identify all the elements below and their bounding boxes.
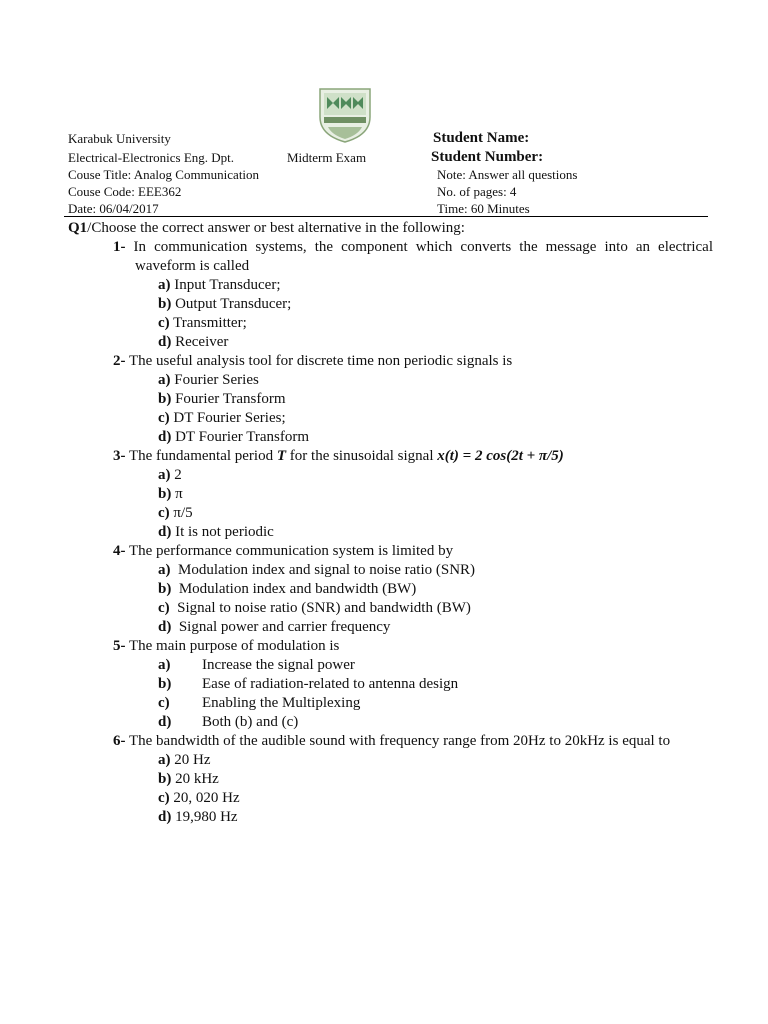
question-1: 1- In communication systems, the component which converts the message into an electrical waveform is called <box>113 239 714 274</box>
option: c) Signal to noise ratio (SNR) and bandwidth (BW) <box>158 600 471 616</box>
student-name-label: Student Name: <box>433 130 530 146</box>
option: b) Modulation index and bandwidth (BW) <box>158 581 417 597</box>
option: c) Enabling the Multiplexing <box>158 695 361 711</box>
exam-type: Midterm Exam <box>287 150 367 165</box>
question-1-options <box>68 276 713 352</box>
option: a) Increase the signal power <box>158 657 355 673</box>
option: b) Output Transducer; <box>158 296 292 312</box>
option: d) It is not periodic <box>158 524 274 540</box>
option: b) π <box>158 486 183 502</box>
signal-formula: x(t) = 2 cos(2t + π/5) <box>437 448 564 464</box>
question-4: 4- The performance communication system is limited by <box>113 543 454 559</box>
option: d) Both (b) and (c) <box>158 714 299 730</box>
option: d) Receiver <box>158 334 229 350</box>
page-count: No. of pages: 4 <box>437 184 517 199</box>
option: b) Fourier Transform <box>158 391 286 407</box>
option: a) Input Transducer; <box>158 277 281 293</box>
university-name: Karabuk University <box>68 131 171 146</box>
option: c) DT Fourier Series; <box>158 410 286 426</box>
option: b) Ease of radiation-related to antenna design <box>158 676 459 692</box>
course-code: Couse Code: EEE362 <box>68 184 182 199</box>
option: d) 19,980 Hz <box>158 809 238 825</box>
student-number-label: Student Number: <box>431 149 544 165</box>
course-title: Couse Title: Analog Communication <box>68 167 260 182</box>
option: b) 20 kHz <box>158 771 219 787</box>
question-3: 3- The fundamental period T for the sinusoidal signal x(t) = 2 cos(2t + π/5) <box>113 448 564 464</box>
question-6: 6- The bandwidth of the audible sound with frequency range from 20Hz to 20kHz is equal to <box>113 733 671 749</box>
option: c) 20, 020 Hz <box>158 790 240 806</box>
option: d) Signal power and carrier frequency <box>158 619 391 635</box>
option: c) Transmitter; <box>158 315 247 331</box>
question-section <box>68 219 713 827</box>
instruction: Q1/Choose the correct answer or best alternative in the following: <box>68 220 465 236</box>
exam-note: Note: Answer all questions <box>437 167 578 182</box>
question-6-options <box>68 751 713 827</box>
option: d) DT Fourier Transform <box>158 429 309 445</box>
option: c) π/5 <box>158 505 193 521</box>
option: a) Fourier Series <box>158 372 259 388</box>
question-5-options <box>68 656 713 732</box>
option: a) Modulation index and signal to noise ratio (SNR) <box>158 562 476 578</box>
department: Electrical-Electronics Eng. Dpt. <box>68 150 235 165</box>
question-4-options <box>68 561 713 637</box>
header-divider <box>64 216 708 217</box>
question-2: 2- The useful analysis tool for discrete time non periodic signals is <box>113 353 513 369</box>
university-logo <box>318 87 372 143</box>
question-3-options <box>68 466 713 542</box>
option: a) 2 <box>158 467 182 483</box>
exam-time: Time: 60 Minutes <box>437 201 530 216</box>
option: a) 20 Hz <box>158 752 211 768</box>
exam-date: Date: 06/04/2017 <box>68 201 159 216</box>
question-2-options <box>68 371 713 447</box>
question-5: 5- The main purpose of modulation is <box>113 638 340 654</box>
